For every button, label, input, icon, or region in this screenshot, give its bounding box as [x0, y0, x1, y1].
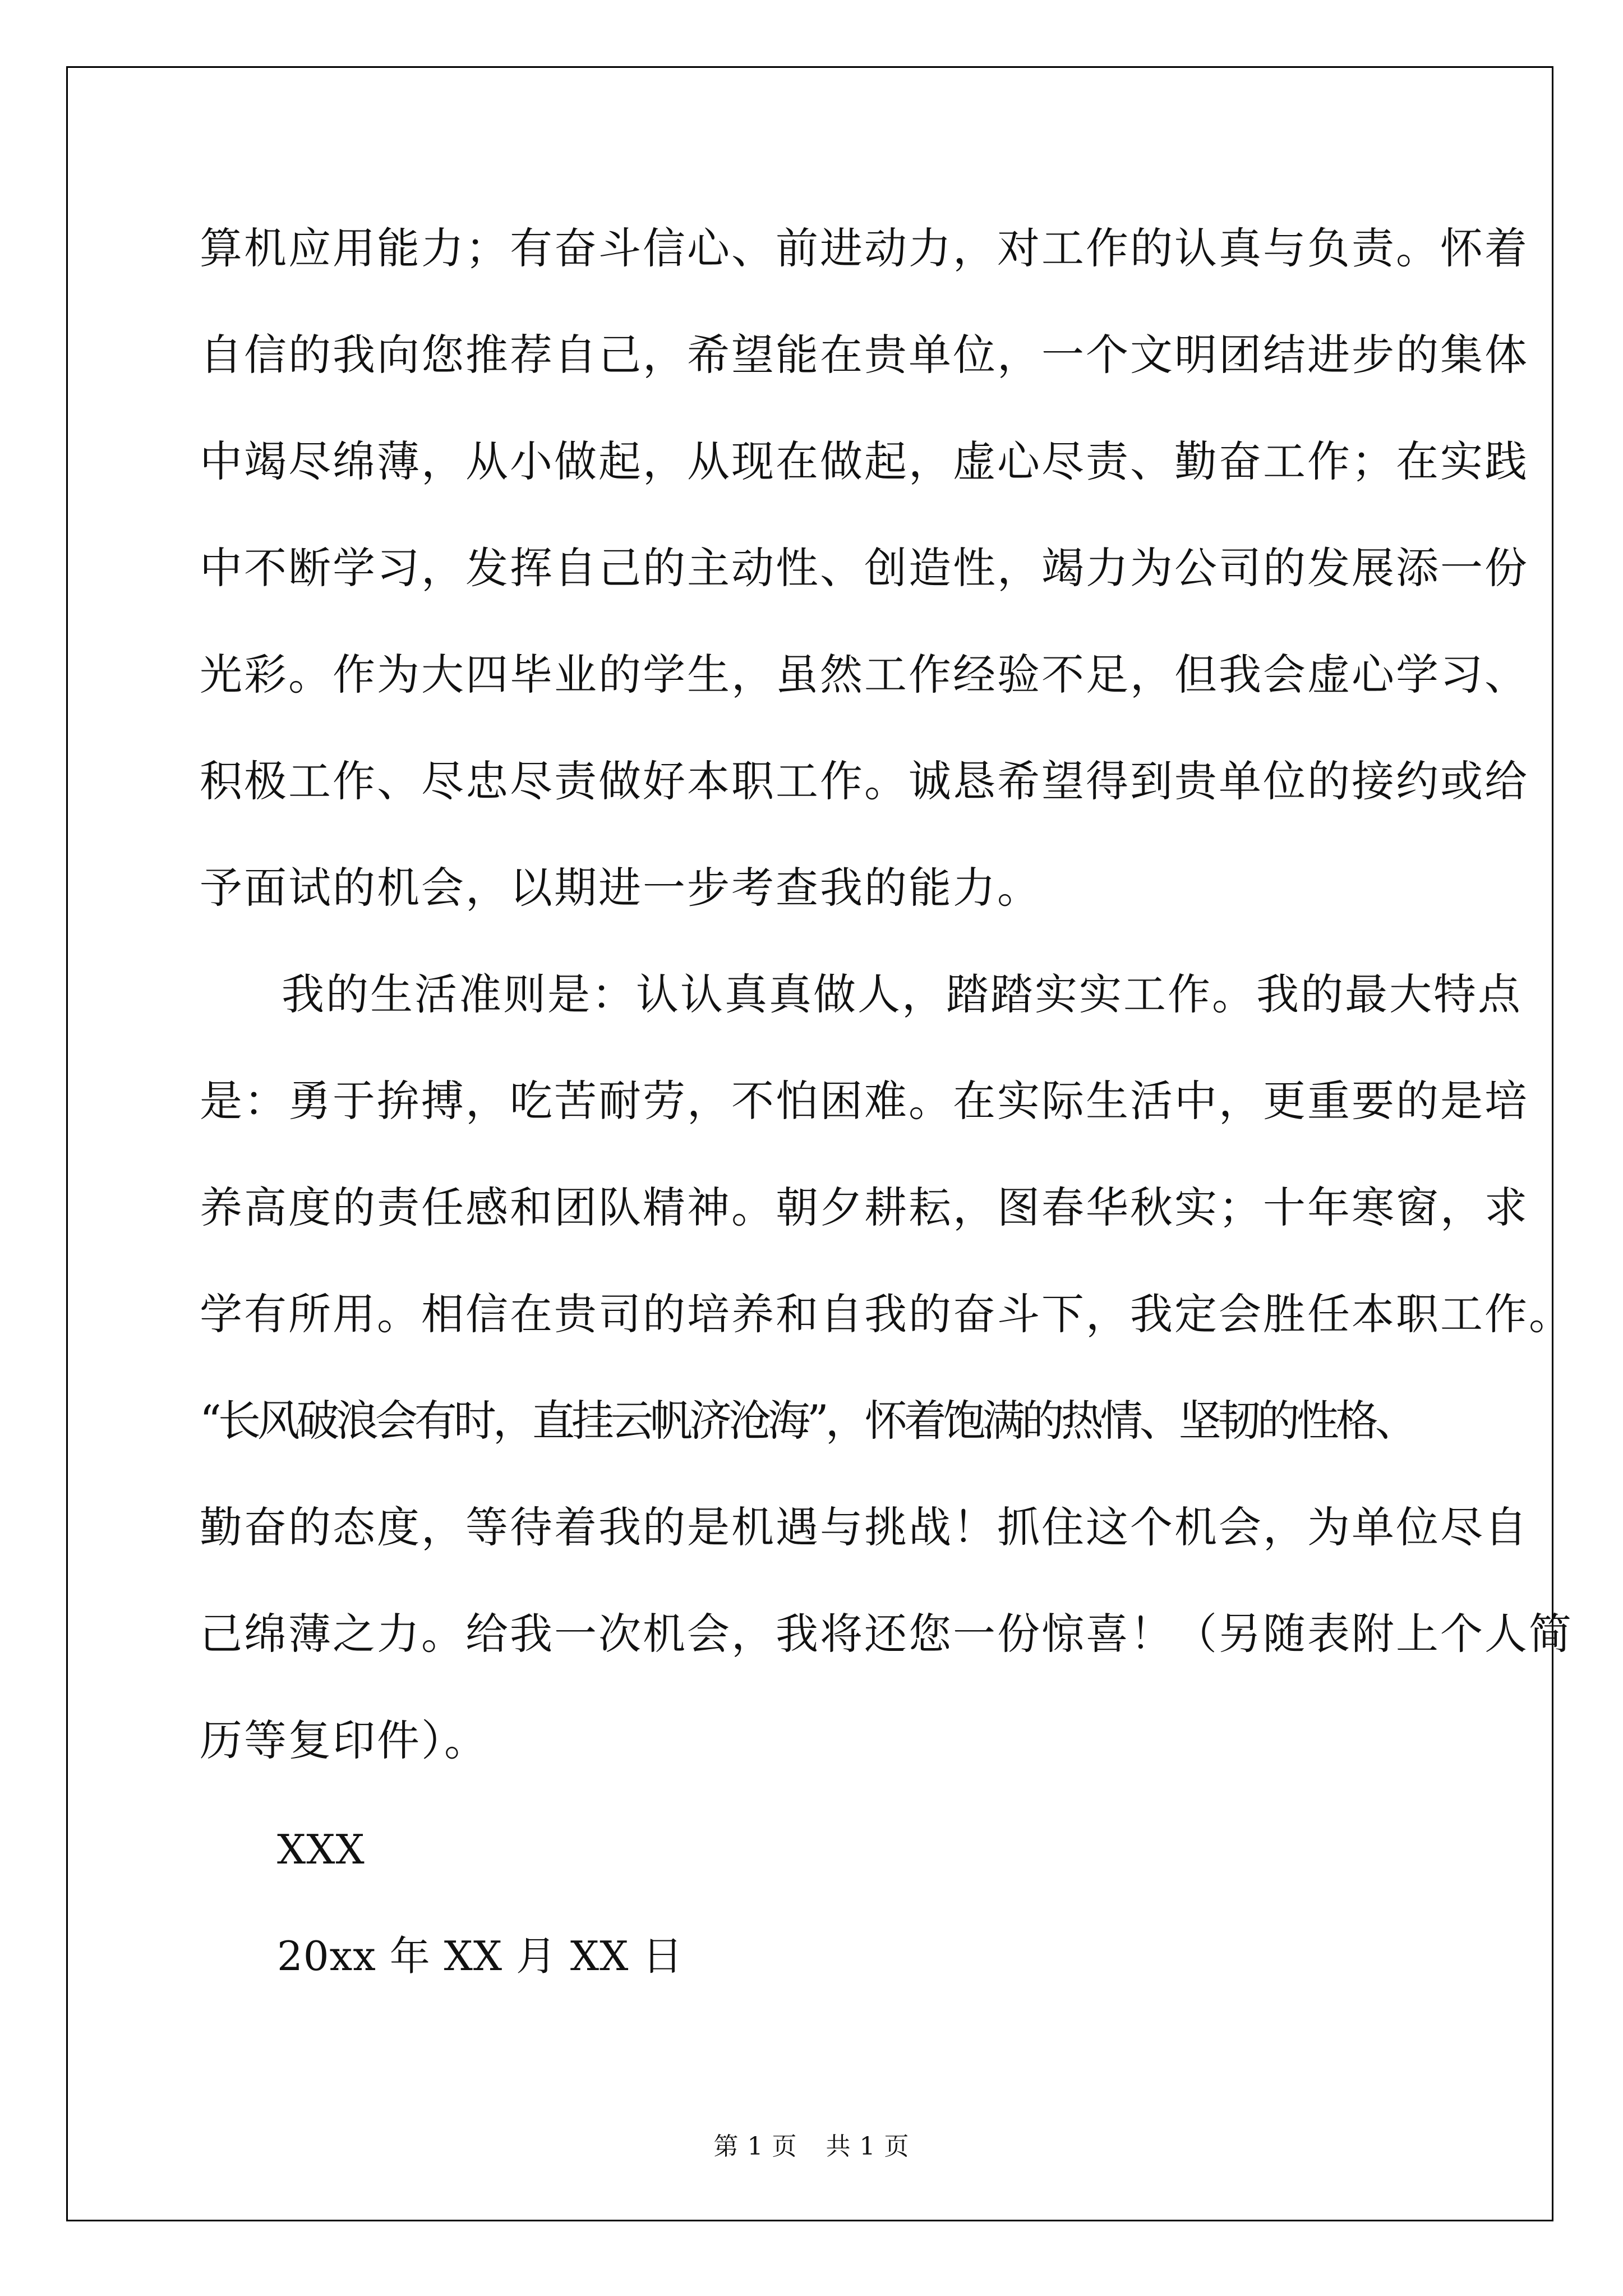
signature: XXX: [277, 1826, 365, 1873]
page-number: 第 1 页: [713, 2132, 797, 2161]
body-line: 中竭尽绵薄，从小做起，从现在做起，虚心尽责、勤奋工作；在实践: [200, 436, 1529, 486]
body-line: 历等复印件）。: [200, 1715, 488, 1765]
body-line: 积极工作、尽忠尽责做好本职工作。诚恳希望得到贵单位的接约或给: [200, 756, 1529, 806]
body-line: “长风破浪会有时，直挂云帆济沧海”，怀着饱满的热情、坚韧的性格、: [200, 1396, 1414, 1446]
letter-body: [200, 195, 1573, 1794]
body-line: 学有所用。相信在贵司的培养和自我的奋斗下，我定会胜任本职工作。: [200, 1289, 1573, 1339]
letter-date: 20xx 年 XX 月 XX 日: [277, 1932, 684, 1980]
page-count: 共 1 页: [826, 2132, 910, 2161]
body-line: 勤奋的态度，等待着我的是机遇与挑战！抓住这个机会，为单位尽自: [200, 1502, 1529, 1552]
page-footer: [0, 2126, 1623, 2162]
body-line: 是：勇于拚搏，吃苦耐劳，不怕困难。在实际生活中，更重要的是培: [200, 1076, 1529, 1126]
body-line: 算机应用能力；有奋斗信心、前进动力，对工作的认真与负责。怀着: [200, 223, 1529, 273]
body-line: 予面试的机会，以期进一步考查我的能力。: [200, 863, 1041, 913]
body-line: 光彩。作为大四毕业的学生，虽然工作经验不足，但我会虚心学习、: [200, 650, 1529, 700]
body-line: 自信的我向您推荐自己，希望能在贵单位，一个文明团结进步的集体: [200, 330, 1529, 380]
body-line: 中不断学习，发挥自己的主动性、创造性，竭力为公司的发展添一份: [200, 543, 1529, 593]
letter-closing: [277, 1796, 683, 2009]
body-line: 己绵薄之力。给我一次机会，我将还您一份惊喜！（另随表附上个人简: [200, 1609, 1573, 1659]
body-line: 我的生活准则是：认认真真做人，踏踏实实工作。我的最大特点: [282, 969, 1522, 1019]
body-line: 养高度的责任感和团队精神。朝夕耕耘，图春华秋实；十年寒窗，求: [200, 1182, 1529, 1232]
